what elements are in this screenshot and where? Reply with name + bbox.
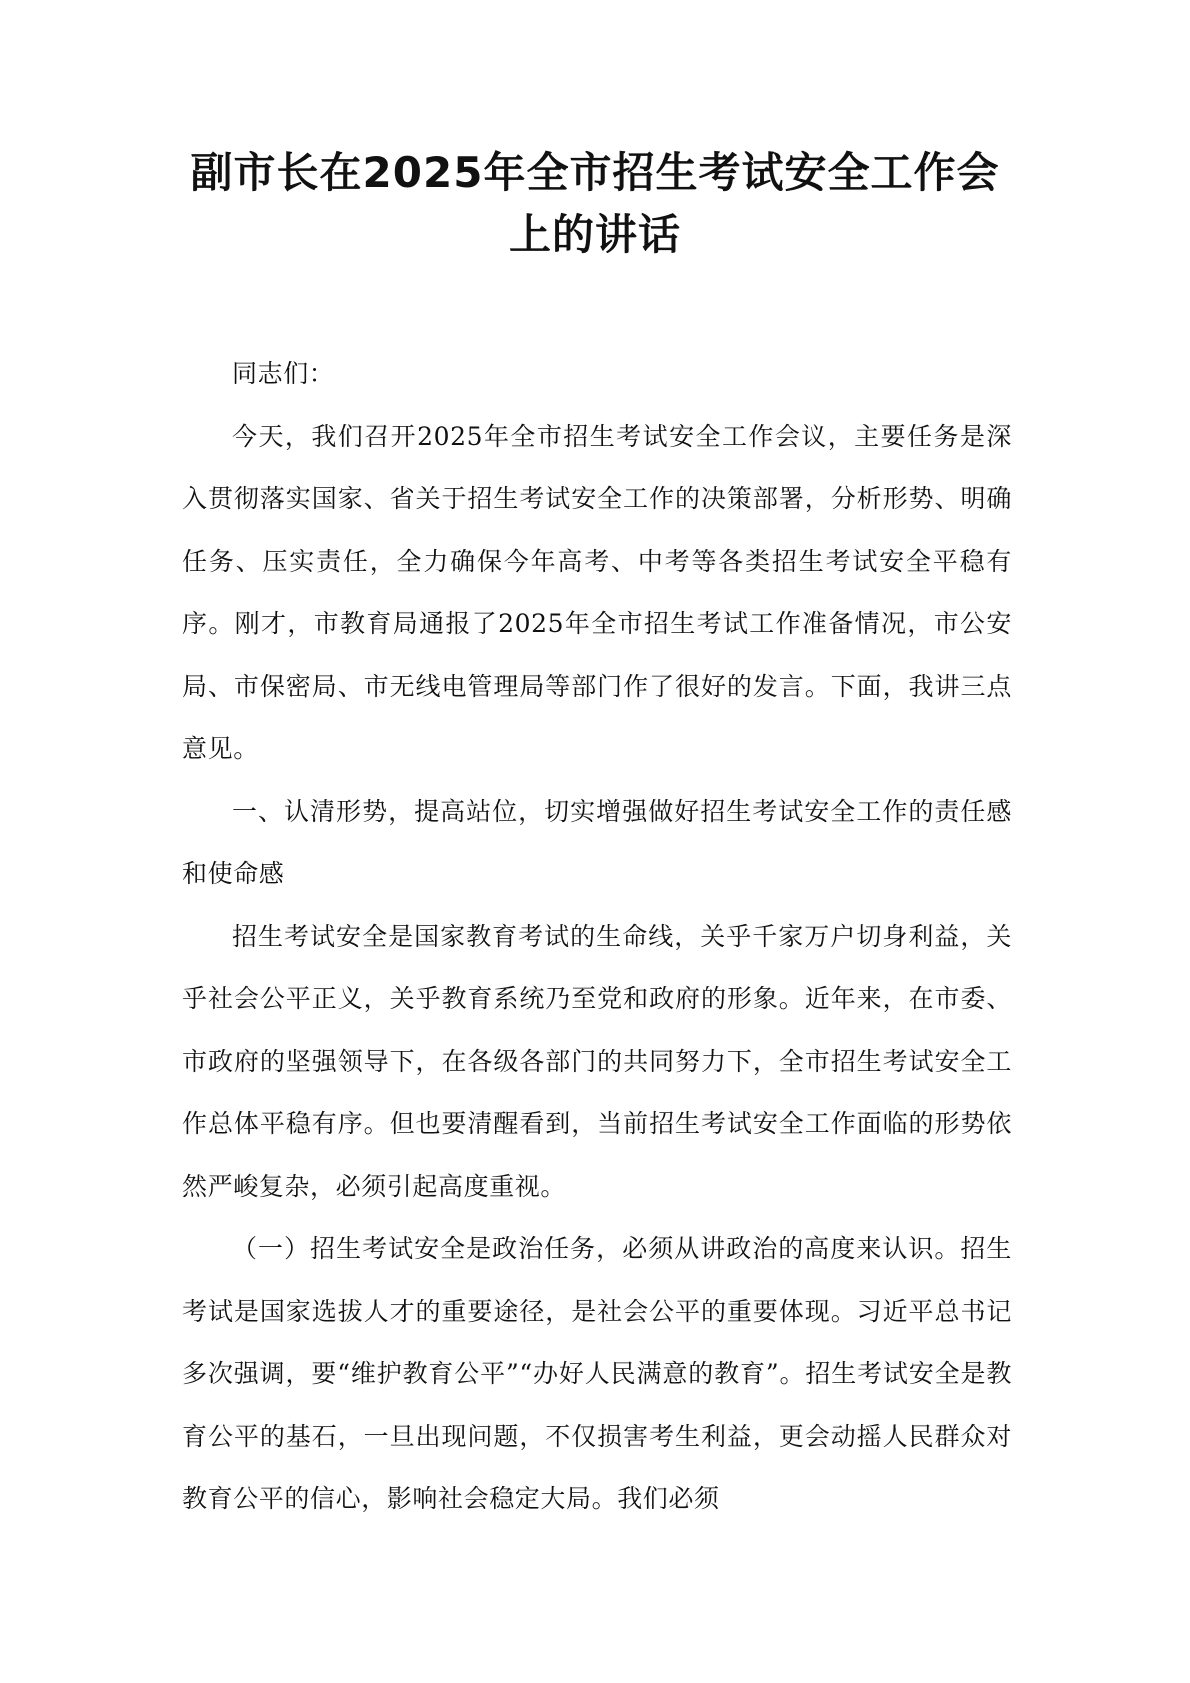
paragraph-situation: 招生考试安全是国家教育考试的生命线，关乎千家万户切身利益，关乎社会公平正义，关乎教育系统乃至党和政府的形象。近年来，在市委、市政府的坚强领导下，在各级各部门的共同努力下，全市招生考试安全工作总体平稳有序。但也要清醒看到，当前招生考试安全工作面临的形势依然严峻复杂，必须引起高度重视。 bbox=[182, 921, 1012, 1201]
document-body bbox=[182, 343, 1012, 1531]
paragraph-intro: 今天，我们召开2025年全市招生考试安全工作会议，主要任务是深入贯彻落实国家、省关于招生考试安全工作的决策部署，分析形势、明确任务、压实责任，全力确保今年高考、中考等各类招生考试安全平稳有序。刚才，市教育局通报了2025年全市招生考试工作准备情况，市公安局、市保密局、市无线电管理局等部门作了很好的发言。下面，我讲三点意见。 bbox=[182, 421, 1012, 763]
paragraph-point-1: （一）招生考试安全是政治任务，必须从讲政治的高度来认识。招生考试是国家选拔人才的重要途径，是社会公平的重要体现。习近平总书记多次强调，要“维护教育公平”“办好人民满意的教育”。招生考试安全是教育公平的基石，一旦出现问题，不仅损害考生利益，更会动摇人民群众对教育公平的信心，影响社会稳定大局。我们必须 bbox=[182, 1234, 1012, 1513]
document-title: 副市长在2025年全市招生考试安全工作会上的讲话 bbox=[190, 148, 1000, 259]
section-heading-1: 一、认清形势，提高站位，切实增强做好招生考试安全工作的责任感和使命感 bbox=[182, 796, 1012, 888]
salutation: 同志们： bbox=[232, 359, 335, 388]
